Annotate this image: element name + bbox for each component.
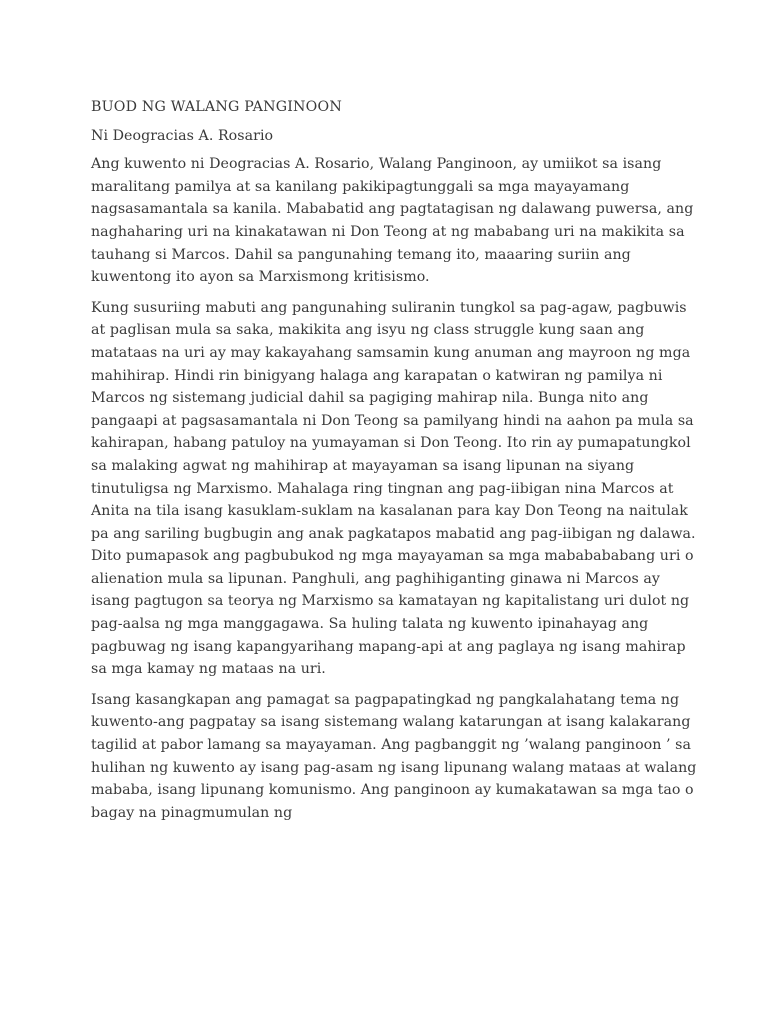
paragraph-2: Kung susuriing mabuti ang pangunahing suliranin tungkol sa pag-agaw, pagbuwis at paglisan mula sa saka, makikita ang isyu ng class struggle kung saan ang matataas na uri ay may kakayahang samsamin kung anuman ang mayroon ng mga mahihirap. Hindi rin binigyang halaga ang karapatan o katwiran ng pamilya ni Marcos ng sistemang judicial dahil sa pagiging mahirap nila. Bunga nito ang pangaapi at pagsasamantala ni Don Teong sa pamilyang hindi na aahon pa mula sa kahirapan, habang patuloy na yumayaman si Don Teong. Ito rin ay pumapatungkol sa malaking agwat ng mahihirap at mayayaman sa isang lipunan na siyang tinutuligsa ng Marxismo. Mahalaga ring tingnan ang pag-iibigan nina Marcos at Anita na tila isang kasuklam-suklam na kasalanan para kay Don Teong na naitulak pa ang sariling bugbugin ang anak pagkatapos mabatid ang pag-iibigan ng dalawa. Dito pumapasok ang pagbubukod ng mga mayayaman sa mga mababababang uri o alienation mula sa lipunan. Panghuli, ang paghihiganting ginawa ni Marcos ay isang pagtugon sa teorya ng Marxismo sa kamatayan ng kapitalistang uri dulot ng pag-aalsa ng mga manggagawa. Sa huling talata ng kuwento ipinahayag ang pagbuwag ng isang kapangyarihang mapang-api at ang paglaya ng isang mahirap sa mga kamay ng mataas na uri. bbox=[91, 299, 696, 678]
paragraph-3: Isang kasangkapan ang pamagat sa pagpapatingkad ng pangkalahatang tema ng kuwento-ang pagpatay sa isang sistemang walang katarungan at isang kalakarang tagilid at pabor lamang sa mayayaman. Ang pagbanggit ng ’walang panginoon ’ sa hulihan ng kuwento ay isang pag-asam ng isang lipunang walang mataas at walang mababa, isang lipunang komunismo. Ang panginoon ay kumakatawan sa mga tao o bagay na pinagmumulan ng bbox=[91, 691, 697, 821]
document-author: Ni Deogracias A. Rosario bbox=[91, 127, 274, 144]
paragraph-1: Ang kuwento ni Deogracias A. Rosario, Walang Panginoon, ay umiikot sa isang maralitang pamilya at sa kanilang pakikipagtunggali sa mga mayayamang nagsasamantala sa kanila. Mababatid ang pagtatagisan ng dalawang puwersa, ang naghaharing uri na kinakatawan ni Don Teong at ng mababang uri na makikita sa tauhang si Marcos. Dahil sa pangunahing temang ito, maaaring suriin ang kuwentong ito ayon sa Marxismong kritisismo. bbox=[91, 156, 694, 286]
document-body bbox=[91, 96, 703, 832]
document-title: BUOD NG WALANG PANGINOON bbox=[91, 99, 342, 115]
